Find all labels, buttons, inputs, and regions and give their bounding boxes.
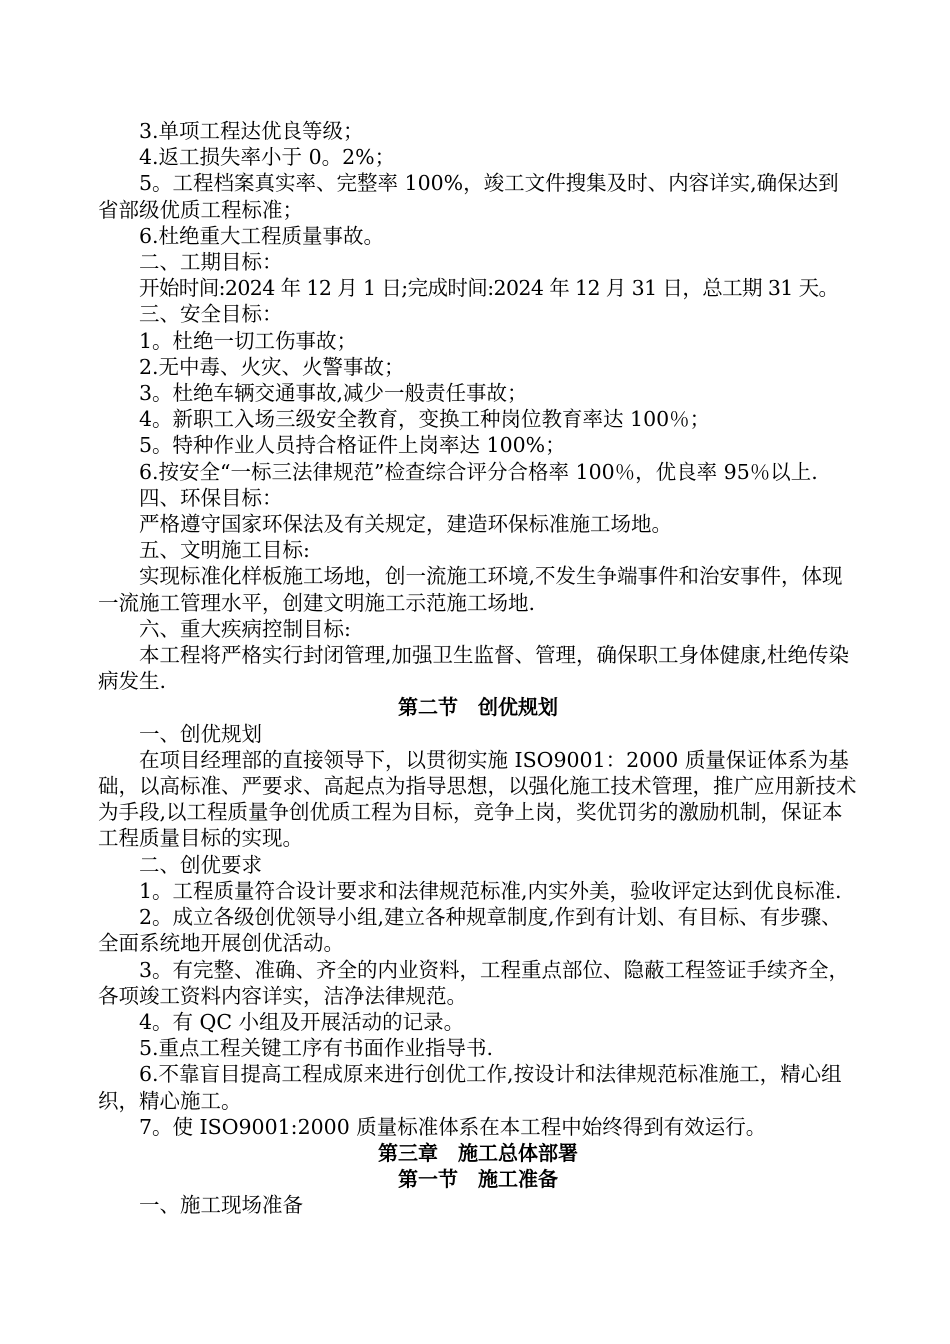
paragraph: 在项目经理部的直接领导下，以贯彻实施 ISO9001：2000 质量保证体系为基础，以高标准、严要求、高起点为指导思想，以强化施工技术管理，推广应用新技术为手段,以工程质量争创优质工程为目标，竞争上岗，奖优罚劣的激励机制，保证本工程质量目标的实现。 — [98, 747, 857, 851]
paragraph: 1。工程质量符合设计要求和法律规范标准,内实外美，验收评定达到优良标准. — [139, 878, 842, 903]
paragraph: 6.杜绝重大工程质量事故。 — [139, 223, 385, 248]
section-title: 第一节 施工准备 — [398, 1167, 558, 1192]
paragraph: 2.无中毒、火灾、火警事故； — [139, 354, 405, 379]
paragraph: 2。成立各级创优领导小组,建立各种规章制度,作到有计划、有目标、有步骤、全面系统地开展创优活动。 — [98, 905, 842, 956]
paragraph: 4。有 QC 小组及开展活动的记录。 — [139, 1009, 465, 1034]
paragraph: 6.不靠盲目提高工程成原来进行创优工作,按设计和法律规范标准施工，精心组织，精心施工。 — [98, 1062, 842, 1113]
section-heading: 三、安全目标： — [139, 302, 283, 327]
section-heading: 一、施工现场准备 — [139, 1193, 303, 1218]
paragraph: 3。杜绝车辆交通事故,减少一般责任事故； — [139, 381, 528, 406]
paragraph: 5。工程档案真实率、完整率 100%，竣工文件搜集及时、内容详实,确保达到省部级优质工程标准； — [98, 171, 839, 222]
paragraph: 7。使 ISO9001:2000 质量标准体系在本工程中始终得到有效运行。 — [139, 1114, 767, 1139]
section-title: 第二节 创优规划 — [398, 695, 558, 720]
section-heading: 四、环保目标： — [139, 485, 283, 510]
paragraph: 5。特种作业人员持合格证件上岗率达 100%； — [139, 433, 566, 458]
paragraph: 4.返工损失率小于 0。2%； — [139, 145, 396, 170]
paragraph: 实现标准化样板施工场地，创一流施工环境,不发生争端事件和治安事件，体现一流施工管理水平，创建文明施工示范施工场地. — [98, 564, 843, 615]
section-heading: 二、创优要求 — [139, 852, 262, 877]
document-page — [98, 118, 858, 1219]
paragraph: 本工程将严格实行封闭管理,加强卫生监督、管理，确保职工身体健康,杜绝传染病发生. — [98, 643, 850, 694]
paragraph: 严格遵守国家环保法及有关规定，建造环保标准施工场地。 — [139, 512, 672, 537]
paragraph: 4。新职工入场三级安全教育，变换工种岗位教育率达 100％； — [139, 407, 711, 432]
paragraph: 1。杜绝一切工伤事故； — [139, 328, 358, 353]
section-heading: 二、工期目标： — [139, 250, 283, 275]
paragraph: 3。有完整、准确、齐全的内业资料，工程重点部位、隐蔽工程签证手续齐全，各项竣工资料内容详实，洁净法律规范。 — [98, 957, 850, 1008]
section-heading: 五、文明施工目标: — [139, 538, 310, 563]
paragraph: 6.按安全“一标三法律规范”检查综合评分合格率 100％，优良率 95％以上. — [139, 459, 818, 484]
paragraph: 开始时间:2024 年 12 月 1 日;完成时间:2024 年 12 月 31 日，总工期 31 天。 — [139, 276, 839, 301]
paragraph: 5.重点工程关键工序有书面作业指导书. — [139, 1036, 494, 1061]
paragraph: 3.单项工程达优良等级； — [139, 119, 364, 143]
section-heading: 一、创优规划 — [139, 721, 262, 746]
section-heading: 六、重大疾病控制目标: — [139, 616, 351, 641]
chapter-title: 第三章 施工总体部署 — [378, 1140, 578, 1165]
